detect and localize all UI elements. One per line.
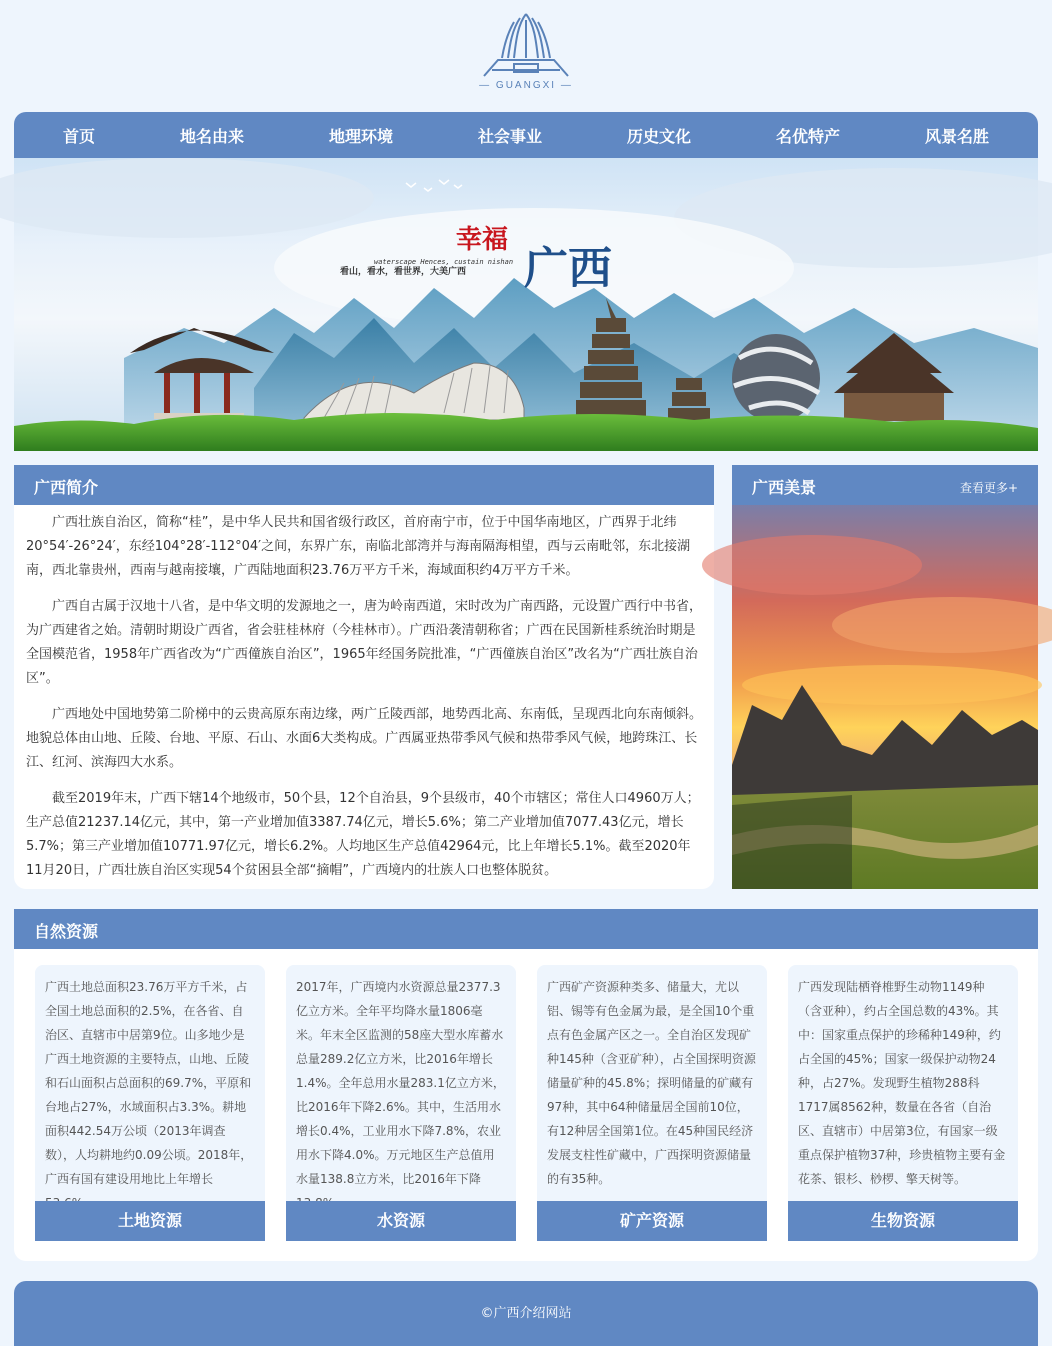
banner-title-small: 幸福 <box>456 225 509 255</box>
water-resources-button[interactable]: 水资源 <box>286 1201 516 1241</box>
land-resources-button[interactable]: 土地资源 <box>35 1201 265 1241</box>
intro-paragraph: 广西自古属于汉地十八省，是中华文明的发源地之一，唐为岭南西道，宋时改为广南西路，元设置广西行中书省，为广西建省之始。清朝时期设广西省，省会驻桂林府（今桂林市）。广西沿袭清朝称省；广西在民国新桂系统治时期是全国模范省，1958年广西省改为“广西僮族自治区”，1965年经国务院批准，“广西僮族自治区”改名为“广西壮族自治区”。 <box>26 599 703 686</box>
nav-item-name-origin[interactable]: 地名由来 <box>179 127 245 146</box>
logo-text: — GUANGXI — <box>479 80 573 91</box>
banner-slogan-en: waterscape Hences, custain nishan <box>374 258 514 266</box>
site-logo[interactable] <box>470 10 582 98</box>
resources-title: 自然资源 <box>14 909 1038 949</box>
footer-copyright: ©广西介绍网站 <box>480 1306 572 1321</box>
hero-banner <box>14 158 1038 451</box>
resource-card-land <box>35 965 265 1241</box>
intro-section <box>14 465 714 889</box>
intro-paragraph: 广西地处中国地势第二阶梯中的云贵高原东南边缘，两广丘陵西部，地势西北高、东南低，呈现西北向东南倾斜。地貌总体由山地、丘陵、台地、平原、石山、水面6大类构成。广西属亚热带季风气候和热带季风气候，地跨珠江、长江、红河、滨海四大水系。 <box>26 707 703 770</box>
resource-text: 广西矿产资源种类多、储量大，尤以铝、锡等有色金属为最，是全国10个重点有色金属产区之一。全自治区发现矿种145种（含亚矿种），占全国探明资源储量矿种的45.8%；探明储量的矿藏有97种，其中64种储量居全国前10位，有12种居全国第1位。在45种国民经济发展支柱性矿藏中，广西探明资源储量的有35种。 <box>547 980 756 1186</box>
resource-text: 2017年，广西境内水资源总量2377.3亿立方米。全年平均降水量1806毫米。年末全区监测的58座大型水库蓄水总量289.2亿立方米，比2016年增长1.4%。全年总用水量283.1亿立方米，比2016年下降2.6%。其中，生活用水增长0.4%，工业用水下降7.8%，农业用水下降4.0%。万元地区生产总值用水量138.8立方米，比2016年下降 <box>296 980 505 1186</box>
intro-body <box>14 505 714 883</box>
main-nav <box>14 112 1038 158</box>
banner-title-big: 广西 <box>524 243 612 294</box>
scenery-header <box>732 465 1038 505</box>
resource-text: 广西土地总面积23.76万平方千米，占全国土地总面积的2.5%，在各省、自治区、直辖市中居第9位。山多地少是广西土地资源的主要特点，山地、丘陵和石山面积占总面积的69.7%，平原和台地占27%，水域面积占3.3%。耕地面积442.54万公顷（2013年调查数），人均耕地约0.09公顷。2018年，广西有国有建设用地比上年增长 <box>45 980 253 1186</box>
guangxi-emblem-icon <box>474 10 578 78</box>
scenery-title: 广西美景 <box>752 478 817 497</box>
resource-card-water <box>286 965 516 1241</box>
resource-text: 广西发现陆栖脊椎野生动物1149种（含亚种），约占全国总数的43%。其中：国家重点保护的珍稀种149种，约占全国的45%；国家一级保护动物24种，占27%。发现野生植物288科1717属8562种，数量在各省（自治区、直辖市）中居第3位，有国家一级重点保护植物37种，珍贵植物主要有金花茶、银杉、桫椤、擎天树等。 <box>798 980 1006 1186</box>
biological-resources-button[interactable]: 生物资源 <box>788 1201 1018 1241</box>
scenery-section <box>732 465 1038 889</box>
intro-paragraph: 截至2019年末，广西下辖14个地级市，50个县，12个自治县，9个县级市，40个市辖区；常住人口4960万人；生产总值21237.14亿元，其中，第一产业增加值3387.74亿元，增长5.6%；第二产业增加值7077.43亿元，增长5.7%；第三产业增加值10771.97亿元，增长6.2%。人均地区生产总值42964元，比上年增长5.1%。截至2020年11月20日，广西壮族自治区实现54个贫困县全部“摘帽”，广西境内的壮族人口也整体脱贫。 <box>26 791 700 878</box>
resources-section <box>14 909 1038 1261</box>
nav-item-scenery[interactable]: 风景名胜 <box>924 127 990 146</box>
nav-item-geography[interactable]: 地理环境 <box>328 127 394 146</box>
nav-item-home[interactable]: 首页 <box>62 127 96 146</box>
nav-item-history[interactable]: 历史文化 <box>626 127 692 146</box>
mineral-resources-button[interactable]: 矿产资源 <box>537 1201 767 1241</box>
intro-paragraph: 广西壮族自治区，简称“桂”，是中华人民共和国省级行政区，首府南宁市，位于中国华南地区，广西界于北纬20°54′-26°24′，东经104°28′-112°04′之间，东界广东，南临北部湾并与海南隔海相望，西与云南毗邻，东北接湖南，西北靠贵州，西南与越南接壤，广西陆地面积23.76万平方千米，海域面积约4万平方千米。 <box>26 515 691 578</box>
view-more-link[interactable]: 查看更多+ <box>959 481 1018 495</box>
nav-item-society[interactable]: 社会事业 <box>477 127 543 146</box>
nav-item-specialties[interactable]: 名优特产 <box>775 127 841 146</box>
resource-card-biological <box>788 965 1018 1241</box>
intro-title: 广西简介 <box>14 465 714 505</box>
banner-illustration <box>14 158 1038 451</box>
resource-card-mineral <box>537 965 767 1241</box>
scenery-photo[interactable] <box>732 505 1038 889</box>
site-footer <box>14 1281 1038 1346</box>
banner-slogan: 看山，看水，看世界，大美广西 <box>340 267 467 277</box>
